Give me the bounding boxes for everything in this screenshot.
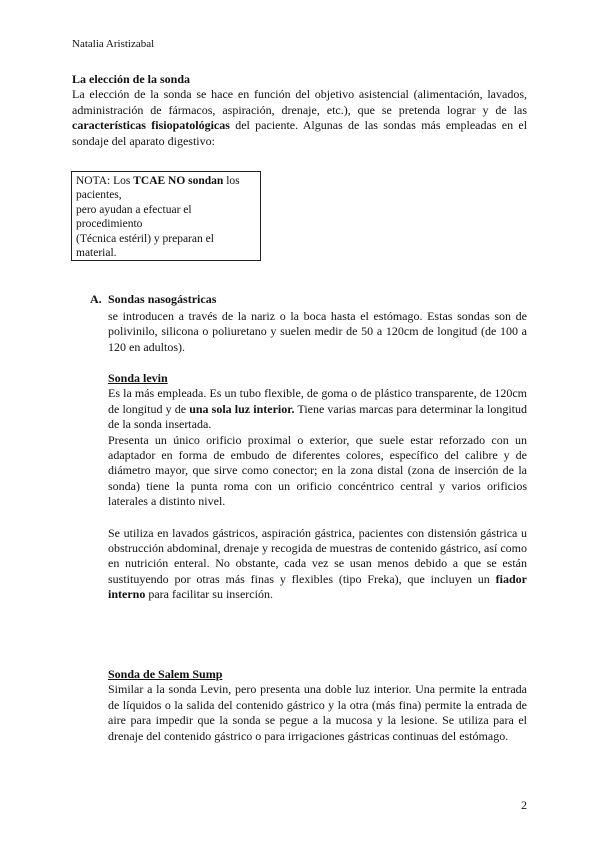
note-line-3: pero ayudan a efectuar el <box>76 203 192 216</box>
note-prefix: NOTA: Los <box>76 175 131 187</box>
section-a-letter: A. <box>90 292 102 306</box>
intro-section <box>72 72 527 149</box>
salem-section <box>108 667 527 744</box>
levin-p3-bold: fiador interno <box>108 571 527 602</box>
page-number: 2 <box>521 798 527 812</box>
note-line-1 <box>76 174 260 188</box>
section-a-title: Sondas nasogástricas <box>108 292 217 306</box>
levin-text-a: Es la más empleada. Es un tubo flexible, de goma o de plástico transparente, de 120cm de longitud y de <box>108 386 527 416</box>
page-header-author: Natalia Aristizabal <box>72 38 155 50</box>
levin-paragraph-2: Presenta un único orificio proximal o exterior, que suele estar reforzado con un adaptador en forma de embudo de diferentes colores, específico del calibre y de diámetro mayor, que sirve como conector; en la zona distal (zona de inserción de la sonda) tiene la punta roma con un orificio concéntrico central y varios orificios laterales a distinto nivel. <box>108 432 527 509</box>
levin-text-bold: una sola luz interior. <box>189 401 295 416</box>
levin-section <box>108 371 527 603</box>
intro-paragraph <box>72 87 527 149</box>
intro-text-a: La elección de la sonda se hace en función del objetivo asistencial (alimentación, lavados, administración de fármacos, aspiración, drenaje, etc.), que se pretenda lograr y de las <box>72 87 527 117</box>
salem-paragraph: Similar a la sonda Levin, pero presenta una doble luz interior. Una permite la entrada de líquidos o la salida del contenido gástrico y la otra (más fina) permite la entrada de aire para impedir que la sonda se pegue a la mucosa y la lesione. Se utiliza para el drenaje del contenido gástrico o para irrigaciones gástricas continuas del estómago. <box>108 682 527 743</box>
note-line-5: (Técnica estéril) y preparan el <box>76 232 214 245</box>
levin-p3-text-b: para facilitar su inserción. <box>148 587 273 602</box>
note-line-4: procedimiento <box>76 218 143 231</box>
levin-title: Sonda levin <box>108 371 168 385</box>
intro-text-bold: características fisiopatológicas <box>72 118 230 133</box>
note-bold: TCAE NO sondan <box>133 175 224 187</box>
intro-text-b: del paciente. Algunas de las sondas más empleadas en el sondaje del aparato digestivo: <box>72 118 528 148</box>
note-box <box>71 171 261 261</box>
section-a-heading <box>90 292 216 307</box>
levin-paragraph-3 <box>108 526 527 603</box>
note-line-6: material. <box>76 247 117 260</box>
levin-p3-text-a: Se utiliza en lavados gástricos, aspiración gástrica, pacientes con distensión gástrica u obstrucción abdominal, drenaje y recogida de muestras de contenido gástrico, así como en nutrición enteral. No obstante, cada vez se usan menos debido a que se están sustituyendo por otras más finas y flexibles (tipo Freka), que incluyen un <box>108 525 527 586</box>
note-line-2: pacientes, <box>76 189 122 202</box>
note-suffix: los <box>226 175 240 187</box>
levin-text-b: Tiene varias marcas para determinar la longitud de la sonda insertada. <box>108 401 527 432</box>
section-a-body: se introducen a través de la nariz o la boca hasta el estómago. Estas sondas son de polivinilo, silicona o poliuretano y suelen medir de 50 a 120cm de longitud (de 100 a 120 en adultos). <box>108 309 527 354</box>
salem-title: Sonda de Salem Sump <box>108 667 223 681</box>
levin-paragraph-1 <box>108 386 527 432</box>
intro-heading: La elección de la sonda <box>72 72 191 86</box>
